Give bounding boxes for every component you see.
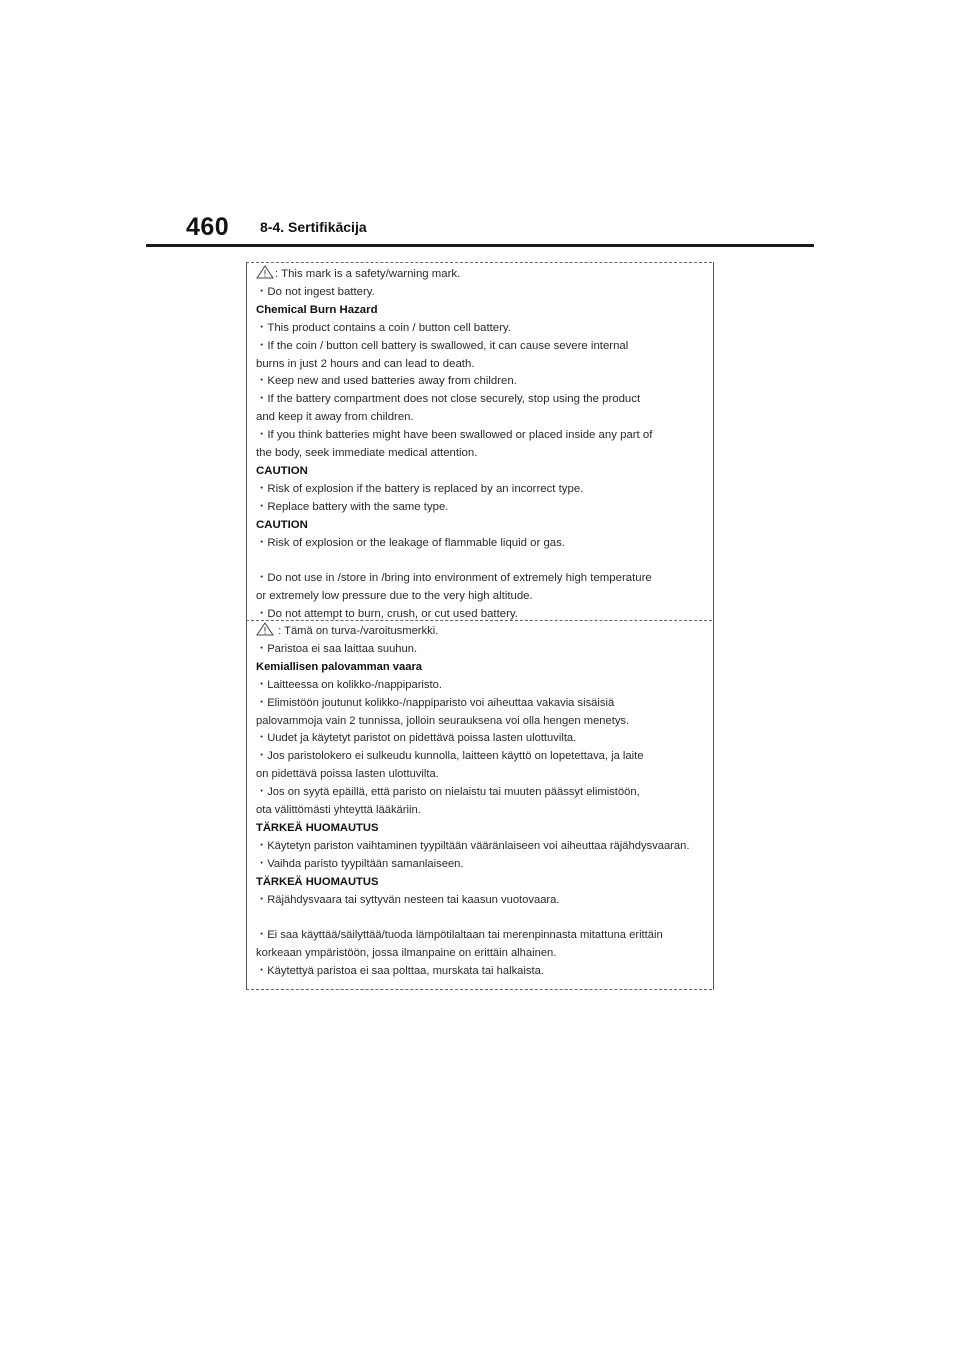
text-line: or extremely low pressure due to the very high altitude. [256,590,533,603]
text-line: ・Käytetyn pariston vaihtaminen tyypiltään vääränlaiseen voi aiheuttaa räjähdysvaaran. [256,839,690,852]
text-line: ota välittömästi yhteyttä lääkäriin. [256,804,421,817]
text-line: ・Laitteessa on kolikko-/nappiparisto. [256,678,442,691]
text-line: ・Do not attempt to burn, crush, or cut used battery. [256,608,518,621]
english-warning-text [256,265,710,624]
warning-triangle-icon [256,622,274,636]
finnish-mark-text: : Tämä on turva-/varoitusmerkki. [275,625,439,637]
label-bottom-border [246,989,712,990]
text-line: korkeaan ympäristöön, jossa ilmanpaine on erittäin alhainen. [256,947,557,960]
text-line: ・Risk of explosion if the battery is replaced by an incorrect type. [256,482,584,495]
english-mark-text: : This mark is a safety/warning mark. [275,268,461,280]
text-line: burns in just 2 hours and can lead to death. [256,357,475,370]
text-line: ・Uudet ja käytetyt paristot on pidettävä poissa lasten ulottuvilta. [256,732,577,745]
text-line: ・This product contains a coin / button cell battery. [256,321,511,334]
text-line: ・Käytettyä paristoa ei saa polttaa, murskata tai halkaista. [256,965,544,978]
text-line: ・Do not use in /store in /bring into environment of extremely high temperature [256,572,652,585]
finnish-lines-after-gap [256,927,710,981]
finnish-mark-line [256,622,710,641]
text-line: Chemical Burn Hazard [256,303,378,316]
text-line: ・If the coin / button cell battery is swallowed, it can cause severe internal [256,339,629,352]
page-number: 460 [186,213,230,241]
text-line: CAUTION [256,518,308,531]
label-top-border [246,262,712,263]
text-line: palovammoja vain 2 tunnissa, jolloin seurauksena voi olla hengen menetys. [256,714,630,727]
finnish-warning-text [256,622,710,981]
text-line: ・Replace battery with the same type. [256,500,449,513]
text-line: ・Risk of explosion or the leakage of flammable liquid or gas. [256,536,565,549]
text-line: ・Keep new and used batteries away from children. [256,375,517,388]
text-line: ・Jos on syytä epäillä, että paristo on nielaistu tai muuten päässyt elimistöön, [256,786,640,799]
text-line: ・If you think batteries might have been swallowed or placed inside any part of [256,429,653,442]
text-line: Kemiallisen palovamman vaara [256,660,423,673]
text-line: on pidettävä poissa lasten ulottuvilta. [256,768,439,781]
section-title: 8-4. Sertifikācija [260,219,367,235]
text-line: TÄRKEÄ HUOMAUTUS [256,875,379,888]
header-rule [146,244,814,247]
text-line: and keep it away from children. [256,411,414,424]
text-line: ・Räjähdysvaara tai syttyvän nesteen tai kaasun vuotovaara. [256,893,560,906]
text-line: ・Paristoa ei saa laittaa suuhun. [256,642,418,655]
text-line: the body, seek immediate medical attention. [256,447,478,460]
text-line: ・Do not ingest battery. [256,285,375,298]
english-lines [256,284,710,553]
text-line: TÄRKEÄ HUOMAUTUS [256,821,379,834]
text-line: ・Jos paristolokero ei sulkeudu kunnolla, laitteen käyttö on lopetettava, ja laite [256,750,644,763]
english-mark-line [256,265,710,284]
text-line: ・Ei saa käyttää/säilyttää/tuoda lämpötilaltaan tai merenpinnasta mitattuna erittäin [256,929,663,942]
warning-triangle-icon [256,265,274,279]
text-line: ・If the battery compartment does not close securely, stop using the product [256,393,641,406]
text-line: ・Vaihda paristo tyypiltään samanlaiseen. [256,857,464,870]
english-lines-after-gap [256,570,710,624]
text-line: CAUTION [256,464,308,477]
text-line: ・Elimistöön joutunut kolikko-/nappiparisto voi aiheuttaa vakavia sisäisiä [256,696,615,709]
finnish-lines [256,641,710,910]
english-gap [256,553,710,571]
finnish-gap [256,910,710,928]
